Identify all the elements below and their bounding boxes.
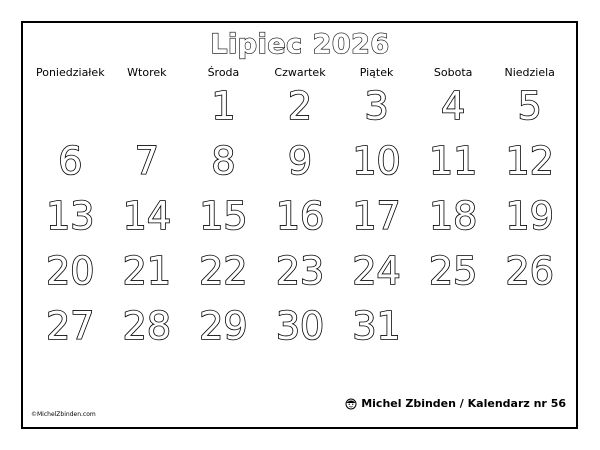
day-cell: 26 <box>505 248 554 293</box>
day-cell: 12 <box>505 138 554 183</box>
weekday-thursday: Czwartek <box>274 66 326 79</box>
day-cell: 20 <box>46 248 95 293</box>
weekday-sunday: Niedziela <box>504 66 555 79</box>
day-cell: 29 <box>199 303 248 348</box>
day-cell: 10 <box>352 138 401 183</box>
weekday-friday: Piątek <box>359 66 394 79</box>
day-cell: 21 <box>122 248 172 293</box>
day-cell: 14 <box>122 193 172 238</box>
day-cell <box>32 78 109 133</box>
day-cell: 5 <box>517 83 542 128</box>
day-cell: 27 <box>46 303 95 348</box>
day-cell: 1 <box>211 83 236 128</box>
day-cell: 3 <box>364 83 389 128</box>
day-cell: 18 <box>428 193 478 238</box>
calendar-title: Lipiec 2026 <box>210 29 390 60</box>
day-cell: 7 <box>134 138 159 183</box>
day-cell: 8 <box>211 138 236 183</box>
credit-text: Michel Zbinden / Kalendarz nr 56 <box>361 397 566 410</box>
credit-line <box>345 397 566 410</box>
day-cell: 19 <box>505 193 554 238</box>
day-cell: 24 <box>352 248 401 293</box>
day-cell: 15 <box>199 193 248 238</box>
copyright-text: ©MichelZbinden.com <box>31 411 96 418</box>
weekday-wednesday: Środa <box>207 66 240 79</box>
weekday-saturday: Sobota <box>433 66 473 79</box>
day-cell: 25 <box>428 248 478 293</box>
day-cell: 31 <box>352 303 401 348</box>
day-cell: 17 <box>352 193 401 238</box>
weekday-monday: Poniedziałek <box>35 66 105 79</box>
face-icon <box>345 398 357 410</box>
weekday-tuesday: Wtorek <box>127 66 167 79</box>
day-grid <box>32 78 568 353</box>
day-cell: 28 <box>122 303 172 348</box>
day-cell: 6 <box>58 138 83 183</box>
day-cell: 9 <box>287 138 313 183</box>
day-cell: 4 <box>441 83 466 128</box>
day-cell: 13 <box>46 193 95 238</box>
day-cell: 16 <box>275 193 325 238</box>
day-cell: 23 <box>275 248 325 293</box>
day-cell <box>109 78 186 133</box>
day-cell: 11 <box>428 138 478 183</box>
day-cell: 22 <box>199 248 248 293</box>
day-cell <box>491 298 568 353</box>
day-cell: 30 <box>275 303 325 348</box>
day-cell: 2 <box>287 83 313 128</box>
day-cell <box>415 298 492 353</box>
